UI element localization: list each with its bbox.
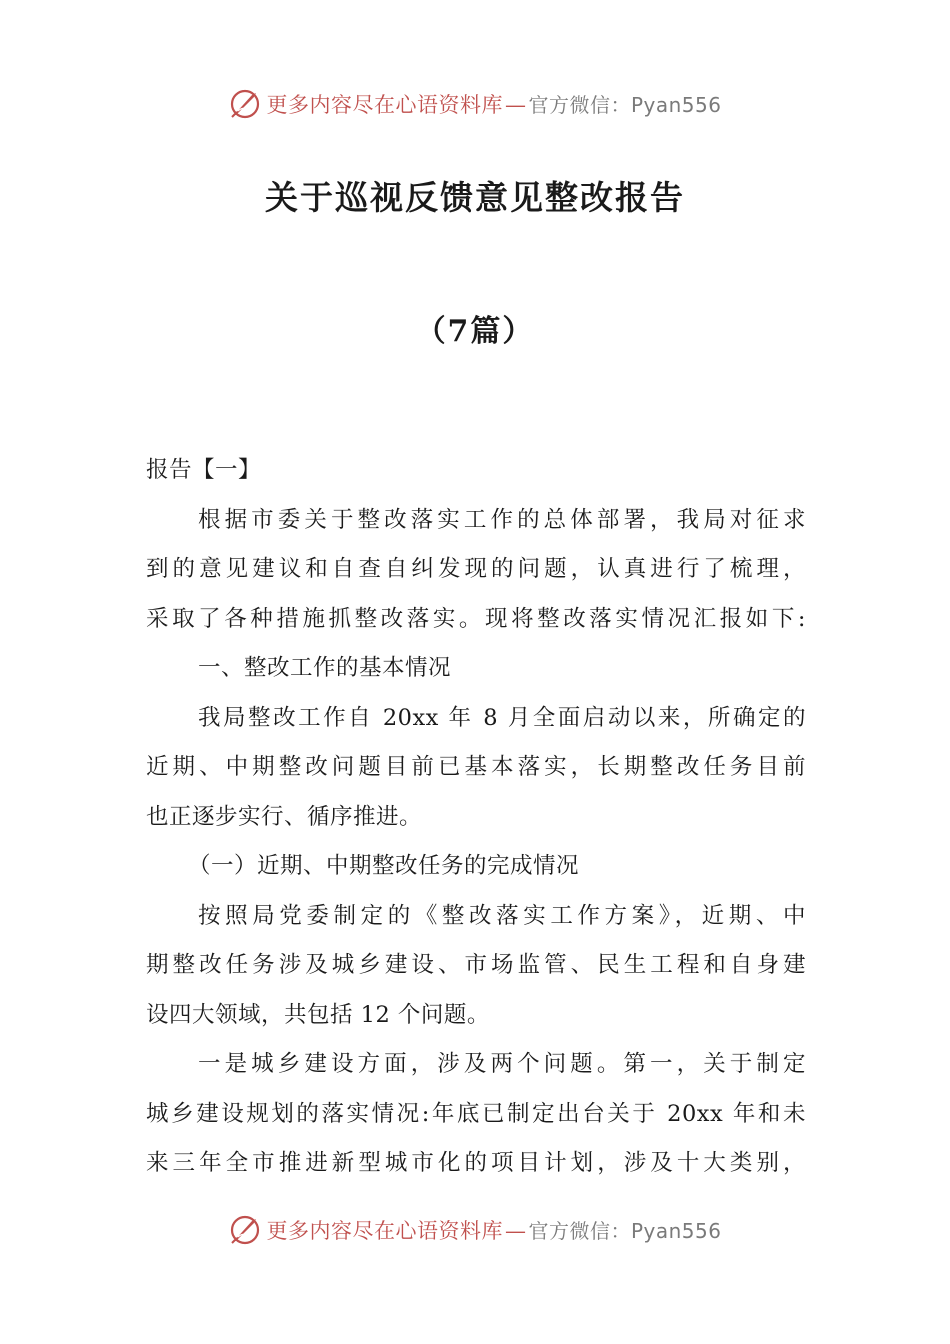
banner-gray-text: 官方微信：Pyan556 bbox=[528, 1219, 722, 1243]
quill-pen-logo-icon bbox=[228, 87, 262, 121]
banner-dash: — bbox=[504, 93, 527, 117]
subsection-heading: （一）近期、中期整改任务的完成情况 bbox=[188, 853, 580, 879]
section-heading: 报告【一】 bbox=[146, 457, 262, 483]
paragraph-line: 我局整改工作自 20xx 年 8 月全面启动以来，所确定的 bbox=[198, 704, 806, 731]
paragraph-line: 近期、中期整改问题目前已基本落实，长期整改任务目前 bbox=[146, 754, 806, 780]
paragraph-line: 期整改任务涉及城乡建设、市场监管、民生工程和自身建 bbox=[146, 952, 806, 978]
paragraph-line: 设四大领域，共包括 12 个问题。 bbox=[146, 1001, 490, 1028]
banner-red-text: 更多内容尽在心语资料库 bbox=[266, 93, 503, 117]
paragraph-line: 到的意见建议和自查自纠发现的问题，认真进行了梳理， bbox=[146, 556, 806, 582]
document-body bbox=[146, 446, 806, 1189]
paragraph-line: 按照局党委制定的《整改落实工作方案》，近期、中 bbox=[198, 902, 806, 929]
subsection-heading: 一、整改工作的基本情况 bbox=[198, 655, 452, 681]
document-title: 关于巡视反馈意见整改报告 bbox=[265, 178, 685, 217]
banner-red-text: 更多内容尽在心语资料库 bbox=[266, 1219, 503, 1243]
banner-dash: — bbox=[504, 1219, 527, 1243]
paragraph-line: 根据市委关于整改落实工作的总体部署，我局对征求 bbox=[198, 506, 806, 533]
paragraph-line: 采取了各种措施抓整改落实。现将整改落实情况汇报如下: bbox=[146, 605, 806, 632]
footer-watermark-banner bbox=[0, 1210, 950, 1250]
paragraph-line: 一是城乡建设方面，涉及两个问题。第一，关于制定 bbox=[198, 1051, 806, 1077]
quill-pen-logo-icon bbox=[228, 1213, 262, 1247]
paragraph-line: 来三年全市推进新型城市化的项目计划，涉及十大类别， bbox=[146, 1150, 806, 1176]
paragraph-line: 也正逐步实行、循序推进。 bbox=[146, 803, 423, 830]
paragraph-line: 城乡建设规划的落实情况:年底已制定出台关于 20xx 年和未 bbox=[146, 1100, 806, 1127]
document-subtitle: （7篇） bbox=[415, 314, 535, 349]
header-watermark-banner bbox=[0, 84, 950, 124]
banner-gray-text: 官方微信：Pyan556 bbox=[528, 93, 722, 117]
